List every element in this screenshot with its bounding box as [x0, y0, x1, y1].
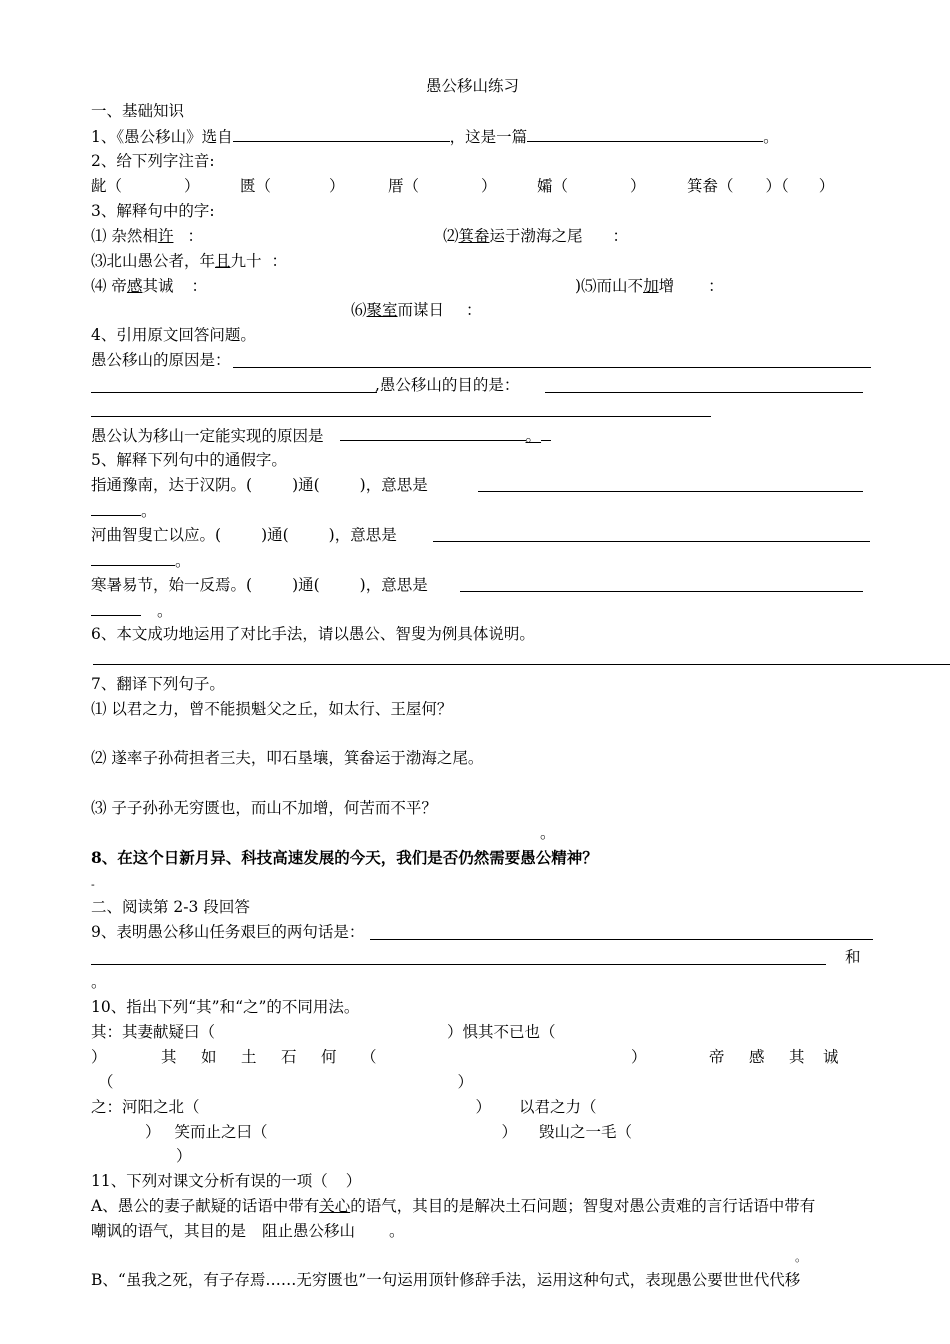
q8-mark: - [91, 878, 95, 891]
pinyin-item-3: 厝（ ） [388, 177, 497, 195]
q10-qi-row: 其：其妻献疑曰（ ）惧其不已也（ [91, 1023, 556, 1041]
question-2-label: 2、给下列字注音: [91, 152, 215, 170]
question-4-label: 4、引用原文回答问题。 [91, 326, 256, 344]
option-b: B、“虽我之死，有子存焉……无穷匮也”一句运用顶针修辞手法，运用这种句式，表现愚公要世世代代移 [91, 1271, 801, 1289]
pinyin-item-1: 龀（ ） [91, 177, 200, 195]
tongjia-item-2: 河曲智叟亡以应。( )通( )，意思是 [91, 526, 397, 544]
question-5-label: 5、解释下列句中的通假字。 [91, 451, 287, 469]
question-6: 6、本文成功地运用了对比手法，请以愚公、智叟为例具体说明。 [91, 625, 535, 643]
section-1-heading: 一、基础知识 [91, 102, 185, 120]
question-7-label: 7、翻译下列句子。 [91, 675, 225, 693]
answer-blank[interactable] [527, 126, 763, 142]
question-1: 1、《愚公移山》选自 ，这是一篇 。 [91, 128, 779, 146]
q9-dot: 。 [91, 973, 107, 991]
section-2-heading: 二、阅读第 2-3 段回答 [91, 898, 250, 916]
answer-line[interactable] [545, 392, 863, 393]
explain-item-1: ⑴ 杂然相许 ： [91, 227, 203, 245]
q10-qi-row-2: ） 其 如 土 石 何 （ ） 帝 感 其 诚 [91, 1048, 839, 1066]
pinyin-item-4: 孀（ ） [537, 177, 646, 195]
translate-item-3: ⑶ 子子孙孙无穷匮也，而山不加增，何苦而不平？ [91, 799, 437, 817]
translate-item-1: ⑴ 以君之力，曾不能损魁父之丘，如太行、王屋何？ [91, 700, 453, 718]
tongjia-item-3-end: 。 [91, 600, 173, 621]
answer-line[interactable] [478, 491, 863, 492]
explain-item-6: ⑹聚室而谋日 ： [351, 301, 482, 319]
q4-purpose-label: ,愚公移山的目的是： [375, 376, 520, 394]
explain-item-2: ⑵箕畚运于渤海之尾 ： [443, 227, 629, 245]
explain-item-4: ⑷ 帝感其诚 ： [91, 277, 207, 295]
q10-qi-row-3: （ ） [98, 1073, 474, 1091]
q10-zhi-row-3: ） [176, 1147, 192, 1165]
question-11-label: 11、下列对课文分析有误的一项（ ） [91, 1172, 362, 1190]
question-3-label: 3、解释句中的字: [91, 202, 215, 220]
pinyin-item-5: 箕畚（ ）（ ） [687, 177, 835, 195]
answer-line[interactable] [91, 392, 377, 393]
question-8: 8、在这个日新月异、科技高速发展的今天，我们是否仍然需要愚公精神？ [91, 848, 598, 867]
answer-line[interactable] [433, 541, 870, 542]
answer-line[interactable] [370, 939, 873, 940]
q9-and: 和 [845, 948, 861, 966]
q10-zhi-row: 之：河阳之北（ ） 以君之力（ [91, 1098, 597, 1116]
q7-dot: 。 [540, 824, 556, 842]
answer-blank[interactable] [233, 126, 450, 142]
question-10-label: 10、指出下列“其”和“之”的不同用法。 [91, 998, 360, 1016]
tongjia-item-3: 寒暑易节，始一反焉。( )通( )，意思是 [91, 576, 428, 594]
tongjia-item-2-end: 。 [91, 550, 191, 571]
answer-blank[interactable] [340, 425, 526, 441]
q4-belief-label: 愚公认为移山一定能实现的原因是 。 [91, 425, 551, 446]
answer-line[interactable] [93, 664, 950, 665]
translate-item-2: ⑵ 遂率子孙荷担者三夫，叩石垦壤，箕畚运于渤海之尾。 [91, 749, 484, 767]
page-title: 愚公移山练习 [426, 77, 520, 95]
q11-dot: 。 [795, 1250, 808, 1264]
tongjia-item-1-end: 。 [91, 500, 157, 521]
explain-item-3: ⑶北山愚公者，年且九十 ： [91, 252, 288, 270]
pinyin-item-2: 匮（ ） [240, 177, 345, 195]
answer-line[interactable] [91, 964, 826, 965]
q4-reason-label: 愚公移山的原因是： [91, 351, 231, 369]
tongjia-item-1: 指通豫南，达于汉阴。( )通( )，意思是 [91, 476, 428, 494]
answer-line[interactable] [91, 416, 711, 417]
answer-line[interactable] [233, 367, 871, 368]
option-a: A、愚公的妻子献疑的话语中带有关心的语气，其目的是解决土石问题；智叟对愚公责难的言行话语中带有 [91, 1197, 816, 1215]
q10-zhi-row-2: ） 笑而止之曰（ ） 毁山之一毛（ [145, 1123, 633, 1141]
question-9-label: 9、表明愚公移山任务艰巨的两句话是： [91, 923, 365, 941]
option-a-line-2: 嘲讽的语气，其目的是 阻止愚公移山 。 [91, 1222, 405, 1240]
explain-item-5: )⑸而山不加增 ： [575, 277, 724, 295]
answer-line[interactable] [460, 591, 863, 592]
